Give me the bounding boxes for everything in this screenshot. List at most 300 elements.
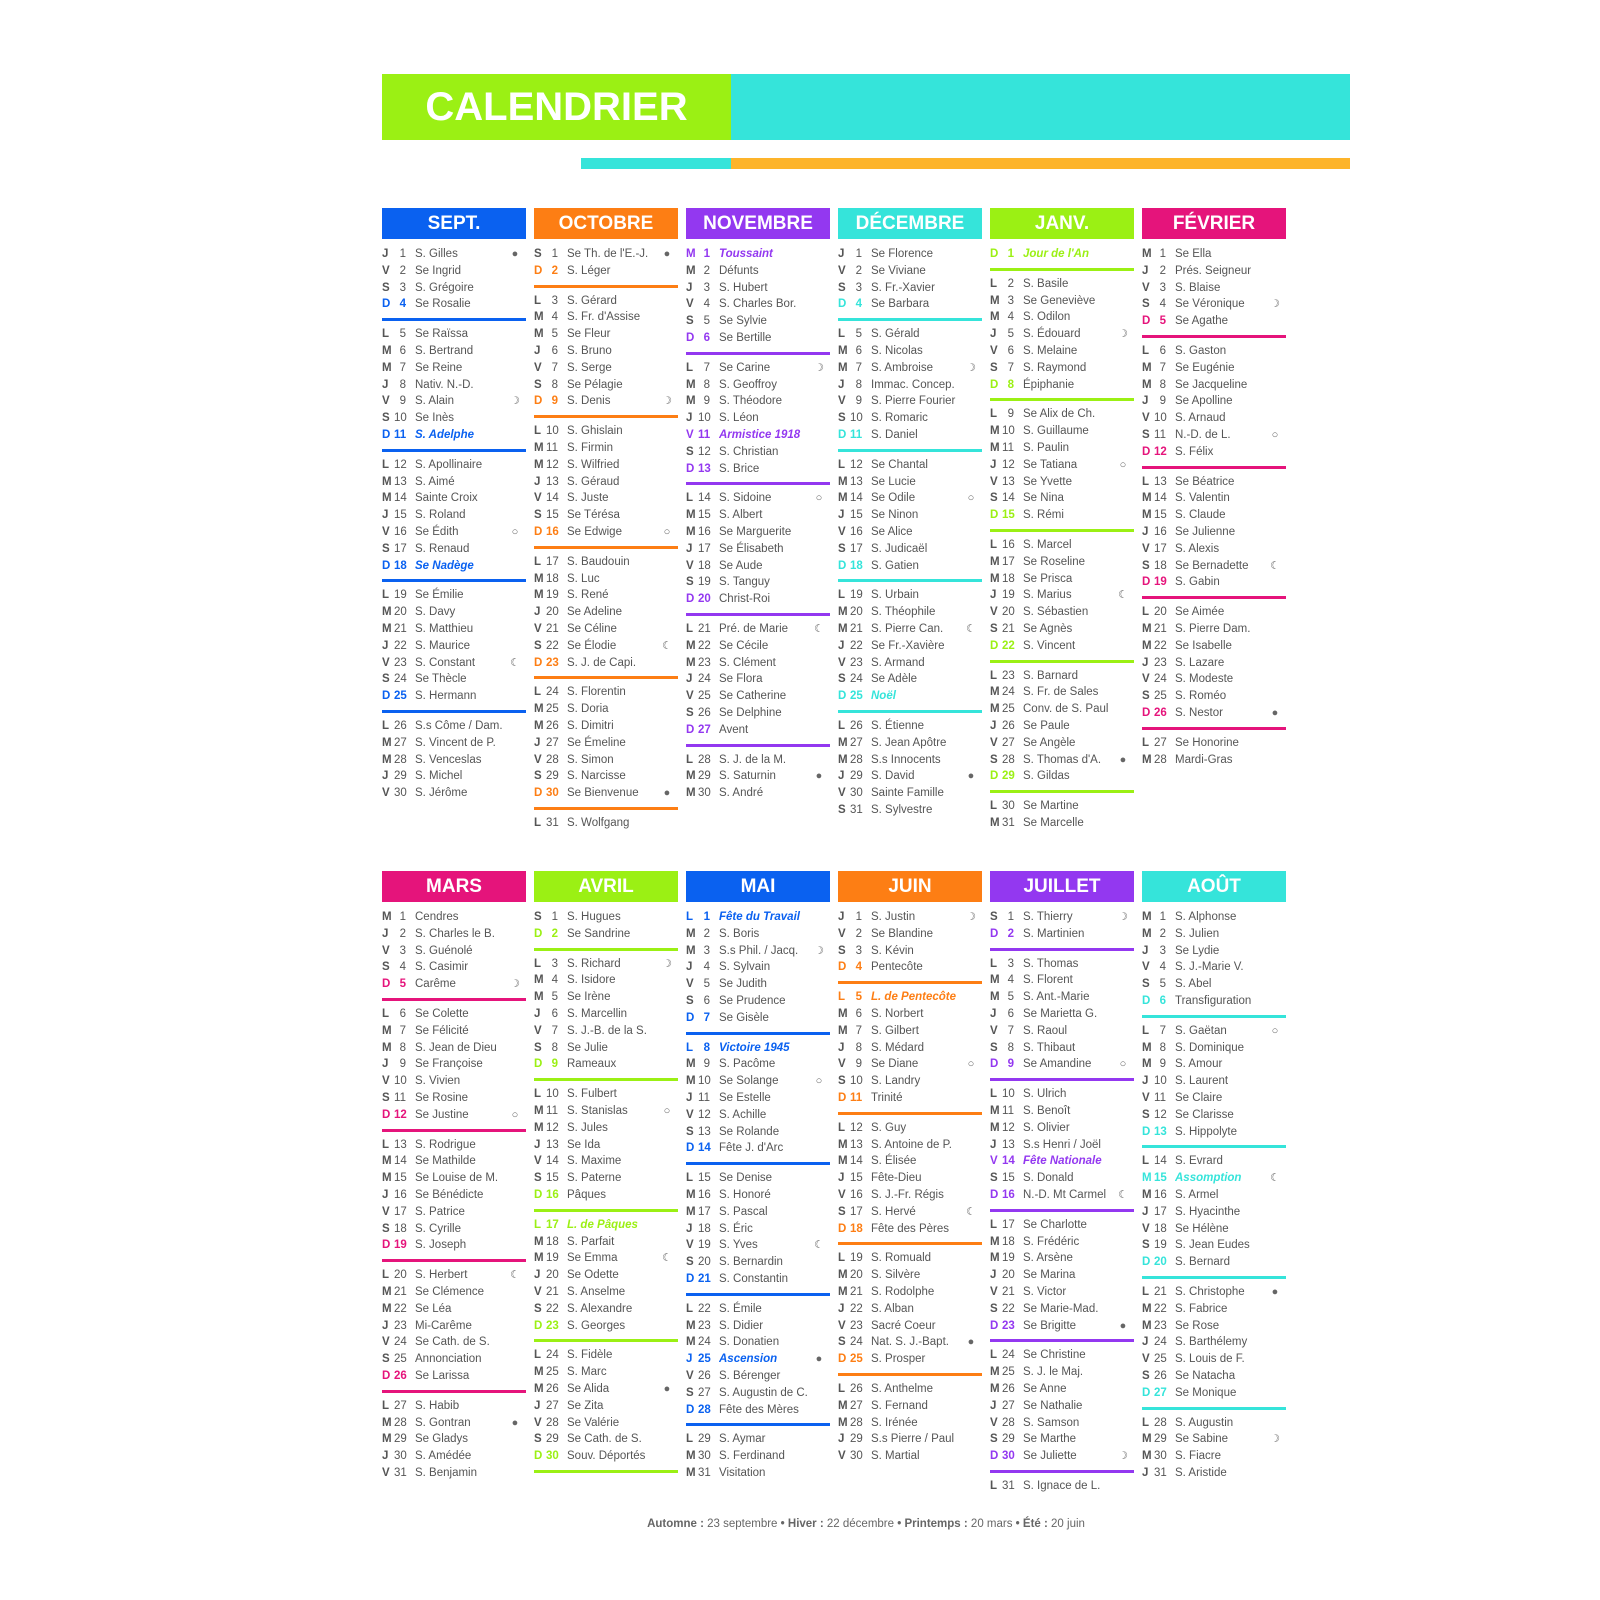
weekday-letter: J <box>1142 656 1149 669</box>
weekday-letter: M <box>990 703 1000 716</box>
day-row <box>1142 1090 1286 1107</box>
weekday-letter: V <box>686 298 694 311</box>
saint-name: S. Gérald <box>871 328 920 341</box>
day-number: 2 <box>551 264 558 277</box>
weekday-letter: V <box>534 492 542 505</box>
day-row <box>686 1318 830 1335</box>
day-row <box>382 1137 526 1154</box>
saint-name: S. Julien <box>1175 927 1220 940</box>
weekday-letter: D <box>1142 315 1151 328</box>
day-number: 27 <box>1002 736 1015 749</box>
day-number: 26 <box>1002 1382 1015 1395</box>
saint-name: Souv. Déportés <box>567 1450 646 1463</box>
saint-name: Carême <box>415 978 456 991</box>
weekday-letter: V <box>686 978 694 991</box>
weekday-letter: M <box>990 1252 1000 1265</box>
day-row <box>990 587 1134 604</box>
day-row <box>1142 638 1286 655</box>
weekday-letter: M <box>1142 1172 1152 1185</box>
day-row <box>382 688 526 705</box>
weekday-letter: M <box>534 991 544 1004</box>
weekday-letter: M <box>838 1155 848 1168</box>
saint-name: S. J. le Maj. <box>1023 1366 1084 1379</box>
day-row <box>1142 604 1286 621</box>
day-row <box>1142 343 1286 360</box>
weekday-letter: M <box>382 1433 392 1446</box>
week-separator <box>686 1032 830 1035</box>
day-row <box>838 1301 982 1318</box>
weekday-letter: J <box>534 736 541 749</box>
moon-new-icon: ○ <box>815 492 823 505</box>
day-row <box>838 490 982 507</box>
weekday-letter: M <box>1142 1319 1152 1332</box>
saint-name: S. Raoul <box>1023 1024 1068 1037</box>
weekday-letter: M <box>534 1121 544 1134</box>
weekday-letter: D <box>990 927 999 940</box>
weekday-letter: D <box>686 1142 695 1155</box>
saint-name: L. de Pâques <box>567 1218 638 1231</box>
weekday-letter: L <box>990 957 998 970</box>
season-spring-label: Printemps : <box>904 1518 968 1530</box>
day-number: 14 <box>1002 492 1015 505</box>
saint-name: S. Amédée <box>415 1450 472 1463</box>
weekday-letter: J <box>1142 1466 1149 1479</box>
day-row <box>382 718 526 735</box>
day-number: 9 <box>399 1058 406 1071</box>
saint-name: S. Bérenger <box>719 1369 781 1382</box>
saint-name: S. Boris <box>719 927 760 940</box>
weekday-letter: D <box>838 690 847 703</box>
saint-name: S. Silvère <box>871 1269 921 1282</box>
saint-name: Se Françoise <box>415 1058 483 1071</box>
moon-new-icon: ○ <box>663 525 671 538</box>
weekday-letter: M <box>1142 622 1152 635</box>
day-number: 7 <box>551 361 558 374</box>
saint-name: Se Nadège <box>415 559 474 572</box>
saint-name: S. Marcel <box>1023 538 1072 551</box>
day-row <box>990 423 1134 440</box>
saint-name: S. Élisée <box>871 1155 917 1168</box>
day-row <box>382 621 526 638</box>
saint-name: S. Gilles <box>415 248 458 260</box>
month-header: AVRIL <box>534 871 678 902</box>
saint-name: S. Thibaut <box>1023 1041 1076 1054</box>
day-row <box>382 1431 526 1448</box>
saint-name: S. Hugues <box>567 911 621 923</box>
day-number: 31 <box>698 1466 711 1479</box>
day-number: 25 <box>1002 1366 1015 1379</box>
weekday-letter: M <box>1142 1433 1152 1446</box>
weekday-letter: V <box>1142 961 1150 974</box>
moon-last-icon: ☾ <box>1270 559 1280 572</box>
day-number: 21 <box>1154 1285 1167 1298</box>
weekday-letter: V <box>838 264 846 277</box>
moon-full-icon: ● <box>511 1416 519 1429</box>
saint-name: S. Georges <box>567 1319 626 1332</box>
day-row <box>1142 1170 1286 1187</box>
day-row <box>534 638 678 655</box>
week-separator <box>1142 1407 1286 1410</box>
day-number: 17 <box>698 542 711 555</box>
saint-name: Se Julienne <box>1175 525 1236 538</box>
saint-name: S. Clément <box>719 656 776 669</box>
moon-full-icon: ● <box>815 1353 823 1366</box>
day-row <box>382 1465 526 1482</box>
weekday-letter: J <box>990 1007 997 1020</box>
day-number: 11 <box>1002 441 1014 454</box>
weekday-letter: S <box>686 315 694 328</box>
day-row <box>990 537 1134 554</box>
season-separator: • <box>1015 1518 1020 1530</box>
week-separator <box>1142 335 1286 338</box>
day-number: 23 <box>546 656 559 669</box>
day-number: 16 <box>1002 1188 1015 1201</box>
saint-name: S. Bernard <box>1175 1256 1230 1269</box>
day-row <box>382 1187 526 1204</box>
day-row <box>686 1107 830 1124</box>
week-separator <box>1142 1276 1286 1279</box>
saint-name: Se Larissa <box>415 1369 470 1382</box>
saint-name: S. Jean de Dieu <box>415 1041 497 1054</box>
saint-name: S. Sylvestre <box>871 803 933 816</box>
weekday-letter: S <box>1142 428 1150 441</box>
weekday-letter: V <box>990 475 998 488</box>
saint-name: S. Raymond <box>1023 361 1087 374</box>
day-number: 29 <box>850 1433 863 1446</box>
week-separator <box>990 1078 1134 1081</box>
weekday-letter: D <box>1142 706 1151 719</box>
weekday-letter: D <box>838 1222 847 1235</box>
saint-name: Se Élisabeth <box>719 542 784 555</box>
weekday-letter: L <box>382 1007 390 1020</box>
day-number: 18 <box>850 1222 863 1235</box>
day-row <box>686 909 830 926</box>
day-row <box>686 574 830 591</box>
day-number: 10 <box>850 412 863 425</box>
day-row <box>686 1187 830 1204</box>
saint-name: S. Firmin <box>567 441 613 454</box>
day-number: 29 <box>850 770 863 783</box>
saint-name: S. Marius <box>1023 589 1072 602</box>
season-summer-label: Été : <box>1022 1518 1048 1530</box>
saint-name: S. Norbert <box>871 1007 924 1020</box>
day-row <box>534 768 678 785</box>
month-header: DÉCEMBRE <box>838 208 982 239</box>
saint-name: S. Amour <box>1175 1058 1223 1071</box>
saint-name: S. Éric <box>719 1222 753 1235</box>
day-number: 28 <box>698 753 711 766</box>
saint-name: Se Émilie <box>415 589 464 602</box>
day-row <box>990 1086 1134 1103</box>
saint-name: S. Evrard <box>1175 1155 1223 1168</box>
day-row <box>534 1153 678 1170</box>
day-row <box>686 768 830 785</box>
week-separator <box>1142 1145 1286 1148</box>
weekday-letter: V <box>990 1416 998 1429</box>
day-number: 4 <box>551 311 558 324</box>
saint-name: S. Basile <box>1023 277 1069 290</box>
day-number: 9 <box>703 395 710 408</box>
moon-first-icon: ☽ <box>1270 1433 1280 1446</box>
saint-name: Se Odile <box>871 492 916 505</box>
saint-name: S. Vivien <box>415 1075 461 1088</box>
day-row <box>382 1040 526 1057</box>
saint-name: Se Apolline <box>1175 395 1233 408</box>
weekday-letter: J <box>1142 264 1149 277</box>
week-separator <box>534 415 678 418</box>
weekday-letter: D <box>534 525 543 538</box>
weekday-letter: S <box>1142 1369 1150 1382</box>
day-row <box>686 1170 830 1187</box>
weekday-letter: L <box>990 408 998 421</box>
day-row <box>990 440 1134 457</box>
weekday-letter: M <box>838 1024 848 1037</box>
weekday-letter: S <box>534 378 542 391</box>
weekday-letter: V <box>1142 1222 1150 1235</box>
weekday-letter: M <box>686 248 696 260</box>
day-number: 10 <box>394 1075 407 1088</box>
weekday-letter: M <box>1142 248 1152 260</box>
saint-name: S. David <box>871 770 915 783</box>
saint-name: S. Achille <box>719 1108 767 1121</box>
day-number: 25 <box>698 690 711 703</box>
saint-name: Nativ. N.-D. <box>415 378 474 391</box>
weekday-letter: M <box>686 1188 696 1201</box>
saint-name: Sainte Famille <box>871 787 944 800</box>
month-header: MARS <box>382 871 526 902</box>
month-header: MAI <box>686 871 830 902</box>
saint-name: Épiphanie <box>1023 378 1075 391</box>
weekday-letter: M <box>382 361 392 374</box>
weekday-letter: S <box>534 639 542 652</box>
week-separator <box>534 1209 678 1212</box>
saint-name: S. Armel <box>1175 1188 1219 1201</box>
day-row <box>686 638 830 655</box>
saint-name: S. Alexandre <box>567 1302 633 1315</box>
day-row <box>382 1023 526 1040</box>
day-number: 12 <box>698 1108 711 1121</box>
day-number: 15 <box>698 509 711 522</box>
week-separator <box>382 579 526 582</box>
week-separator <box>534 948 678 951</box>
weekday-letter: J <box>838 1172 845 1185</box>
day-row <box>686 1301 830 1318</box>
day-row <box>1142 474 1286 491</box>
weekday-letter: M <box>838 1285 848 1298</box>
saint-name: S. Gildas <box>1023 770 1070 783</box>
saint-name: Se Viviane <box>871 264 926 277</box>
day-row <box>838 410 982 427</box>
weekday-letter: M <box>382 1285 392 1298</box>
weekday-letter: L <box>686 1302 694 1315</box>
day-number: 4 <box>855 961 862 974</box>
weekday-letter: L <box>382 589 390 602</box>
day-row <box>686 785 830 802</box>
saint-name: S. Arnaud <box>1175 412 1226 425</box>
day-number: 20 <box>698 1256 711 1269</box>
day-row <box>1142 1153 1286 1170</box>
day-number: 7 <box>703 1011 710 1024</box>
day-number: 23 <box>394 1319 407 1332</box>
day-row <box>382 263 526 280</box>
saint-name: S. Jérôme <box>415 787 468 800</box>
day-row <box>382 1448 526 1465</box>
day-row <box>990 1023 1134 1040</box>
saint-name: S. Gontran <box>415 1416 471 1429</box>
saint-name: Se Amandine <box>1023 1058 1092 1071</box>
saint-name: Se Eugénie <box>1175 361 1235 374</box>
saint-name: S. Martial <box>871 1450 920 1463</box>
saint-name: S. Lazare <box>1175 656 1225 669</box>
day-number: 14 <box>1154 492 1167 505</box>
weekday-letter: D <box>534 1319 543 1332</box>
day-number: 27 <box>1154 736 1167 749</box>
day-row <box>1142 735 1286 752</box>
saint-name: S. Augustin <box>1175 1416 1234 1429</box>
saint-name: S. Roméo <box>1175 690 1227 703</box>
saint-name: Se Irène <box>567 991 611 1004</box>
day-row <box>838 1250 982 1267</box>
saint-name: S. Apollinaire <box>415 458 483 471</box>
saint-name: S. Sidoine <box>719 492 772 505</box>
weekday-letter: M <box>534 974 544 987</box>
saint-name: S. Pierre Fourier <box>871 395 956 408</box>
weekday-letter: M <box>838 1138 848 1151</box>
weekday-letter: M <box>382 606 392 619</box>
day-number: 30 <box>698 787 711 800</box>
weekday-letter: J <box>534 475 541 488</box>
weekday-letter: S <box>1142 1239 1150 1252</box>
weekday-letter: J <box>1142 1205 1149 1218</box>
weekday-letter: M <box>838 622 848 635</box>
day-number: 10 <box>1154 1075 1167 1088</box>
weekday-letter: M <box>686 395 696 408</box>
day-number: 1 <box>703 911 710 923</box>
day-number: 20 <box>1154 606 1167 619</box>
day-number: 30 <box>1002 1450 1015 1463</box>
saint-name: Se Yvette <box>1023 475 1073 488</box>
day-row <box>1142 296 1286 313</box>
day-row <box>838 926 982 943</box>
weekday-letter: L <box>382 1399 390 1412</box>
saint-name: S. Richard <box>567 957 621 970</box>
day-number: 26 <box>1002 719 1015 732</box>
saint-name: Se Nina <box>1023 492 1064 505</box>
day-row <box>534 621 678 638</box>
weekday-letter: M <box>990 572 1000 585</box>
weekday-letter: V <box>382 1336 390 1349</box>
day-row <box>838 524 982 541</box>
saint-name: S. Justin <box>871 911 916 923</box>
week-separator <box>838 449 982 452</box>
moon-full-icon: ● <box>511 248 519 260</box>
saint-name: Se Martine <box>1023 800 1079 813</box>
season-separator: • <box>897 1518 902 1530</box>
weekday-letter: J <box>1142 1075 1149 1088</box>
weekday-letter: L <box>990 669 998 682</box>
saint-name: Avent <box>719 723 749 736</box>
day-row <box>534 507 678 524</box>
day-row <box>382 943 526 960</box>
day-number: 21 <box>546 1285 559 1298</box>
week-separator <box>990 790 1134 793</box>
day-number: 8 <box>551 1041 558 1054</box>
day-number: 20 <box>394 1269 407 1282</box>
weekday-letter: L <box>382 1269 390 1282</box>
day-row <box>686 360 830 377</box>
weekday-letter: S <box>382 961 390 974</box>
day-number: 15 <box>1154 1172 1167 1185</box>
day-number: 25 <box>394 1353 407 1366</box>
day-number: 1 <box>551 911 558 923</box>
saint-name: Se Charlotte <box>1023 1218 1087 1231</box>
saint-name: S. Romaric <box>871 412 928 425</box>
weekday-letter: M <box>990 1235 1000 1248</box>
saint-name: Se Barbara <box>871 298 930 311</box>
day-number: 12 <box>394 1108 407 1121</box>
day-number: 16 <box>1002 538 1015 551</box>
weekday-letter: L <box>1142 606 1150 619</box>
day-row <box>686 1140 830 1157</box>
weekday-letter: S <box>534 1433 542 1446</box>
saint-name: Se Sabine <box>1175 1433 1229 1446</box>
weekday-letter: V <box>1142 673 1150 686</box>
day-number: 12 <box>850 458 863 471</box>
day-row <box>686 1368 830 1385</box>
day-number: 3 <box>703 944 710 957</box>
day-row <box>686 330 830 347</box>
day-row <box>382 1107 526 1124</box>
saint-name: Se Diane <box>871 1058 919 1071</box>
day-number: 2 <box>703 927 710 940</box>
saint-name: Se Zita <box>567 1399 604 1412</box>
saint-name: S. Doria <box>567 703 609 716</box>
day-row <box>1142 490 1286 507</box>
day-number: 8 <box>1007 1041 1014 1054</box>
week-separator <box>382 318 526 321</box>
weekday-letter: L <box>534 1218 542 1231</box>
moon-new-icon: ○ <box>511 1108 519 1121</box>
day-number: 19 <box>394 589 407 602</box>
day-number: 15 <box>850 509 863 522</box>
moon-first-icon: ☽ <box>510 395 520 408</box>
day-row <box>534 293 678 310</box>
day-number: 6 <box>1159 344 1166 357</box>
weekday-letter: D <box>1142 1125 1151 1138</box>
saint-name: Mi-Carême <box>415 1319 472 1332</box>
weekday-letter: M <box>534 703 544 716</box>
day-row <box>382 296 526 313</box>
day-number: 3 <box>1159 944 1166 957</box>
day-row <box>990 1217 1134 1234</box>
saint-name: Se Marguerite <box>719 525 792 538</box>
weekday-letter: V <box>838 1188 846 1201</box>
weekday-letter: S <box>534 248 542 260</box>
day-number: 29 <box>546 1433 559 1446</box>
saint-name: Ascension <box>719 1353 778 1366</box>
moon-full-icon: ● <box>967 1336 975 1349</box>
day-number: 17 <box>394 542 407 555</box>
day-row <box>1142 671 1286 688</box>
day-number: 2 <box>855 927 862 940</box>
weekday-letter: J <box>382 1319 389 1332</box>
day-number: 18 <box>698 559 711 572</box>
day-number: 9 <box>1159 395 1166 408</box>
day-number: 23 <box>698 1319 711 1332</box>
day-row <box>534 655 678 672</box>
day-row <box>838 802 982 819</box>
day-number: 5 <box>1159 978 1166 991</box>
